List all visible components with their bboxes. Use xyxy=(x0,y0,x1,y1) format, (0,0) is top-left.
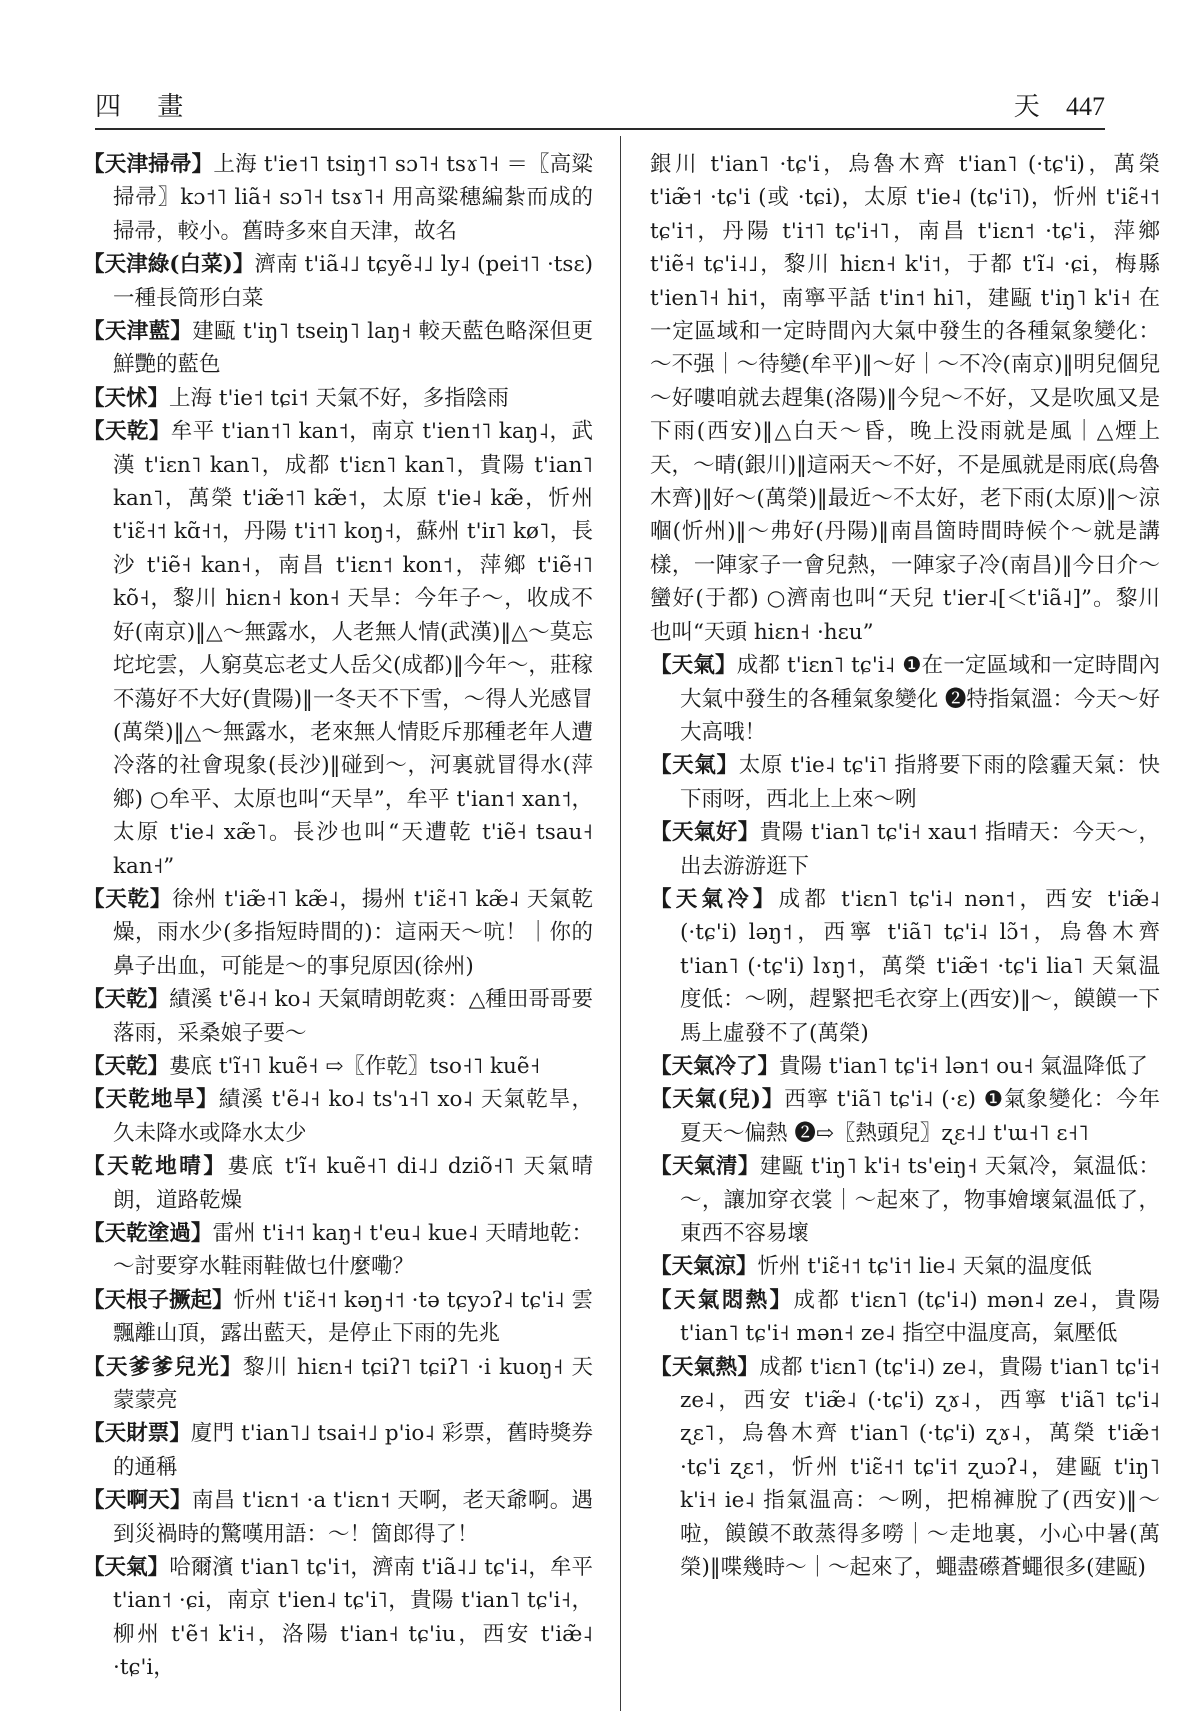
dictionary-entry xyxy=(83,1150,593,1217)
dictionary-entry xyxy=(650,1351,1160,1585)
section-label: 四 畫 xyxy=(95,92,198,122)
entry-headword: 【天氣好】 xyxy=(650,820,760,846)
dictionary-entry xyxy=(650,148,1160,649)
entry-headword: 【天氣冷了】 xyxy=(650,1053,780,1079)
entry-text: 銀川 t'ian˥ ·tɕ'i，烏魯木齊 t'ian˥ (·tɕ'i)，萬榮 t'iæ̃˦ ·tɕ'i (或 ·tɕi)，太原 t'ie˨ (tɕ'i˥)，忻州 t'iɛ̃˧˦ tɕ'i˦，丹陽 t'i˦˥ tɕ'i˧˥，南昌 t'iɛn˦ ·tɕ'i，萍鄉 t'iẽ˧ tɕ'i˨˩，黎川 hiɛn˧ k'i˦，于都 t'ĩ˨ ·ɕi，梅縣 t'ien˥˧ hi˦，南寧平話 t'in˦ hi˥，建甌 t'iŋ˥ k'i˧ 在一定區域和一定時間內大氣中發生的各種氣象變化：～不强｜～待變(牟平)‖～好｜～不冷(南京)‖明兒個兒～好嘍咱就去趕集(洛陽)‖今兒～不好，又是吹風又是下雨(西安)‖△白天～昏，晚上没雨就是風｜△煙上天，～晴(銀川)‖這兩天～不好，不是風就是雨底(烏魯木齊)‖好～(萬榮)‖最近～不太好，老下雨(太原)‖～涼嗰(忻州)‖～弗好(丹陽)‖南昌箇時間時候个～就是講樣，一陣家子一會兒熱，一陣家子冷(南昌)‖今日介～蠻好(于都) ○濟南也叫“天兒 t'ier˨[＜t'iã˨]”。黎川也叫“天頭 hiɛn˧ ·hɛu” xyxy=(650,152,1160,645)
entry-text: 徐州 t'iæ̃˧˥ kæ̃˨，揚州 t'iɛ̃˧˥ kæ̃˨ 天氣乾燥，雨水少(多指短時間的)：這兩天～吭！｜你的鼻子出血，可能是～的事兒原因(徐州) xyxy=(113,886,593,979)
entry-text: 太原 t'ie˨ tɕ'i˥ 指將要下雨的陰霾天氣：快下雨呀，西北上上來～咧 xyxy=(680,753,1160,812)
entry-text: 雷州 t'i˧˦ kaŋ˧ t'eu˨ kue˨ 天晴地乾：～討要穿水鞋雨鞋做乜什麼嘞？ xyxy=(113,1221,593,1280)
entry-text: 上海 t'ie˦ tɕi˦ 天氣不好，多指陰雨 xyxy=(169,385,509,411)
dictionary-entry xyxy=(83,315,593,382)
entry-headword: 【天爹爹兒光】 xyxy=(83,1354,243,1380)
left-column xyxy=(83,148,593,1685)
entry-headword: 【天氣】 xyxy=(650,753,739,779)
dictionary-entry xyxy=(83,1551,593,1685)
dictionary-entry xyxy=(83,1050,593,1083)
entry-headword: 【天乾地旱】 xyxy=(83,1087,219,1113)
entry-text: 婁底 t'ĩ˧˥ kuẽ˧ ⇨〖作乾〗tso˧˥ kuẽ˧ xyxy=(169,1053,541,1079)
entry-text: 成都 t'iɛn˥ (tɕ'i˨) mən˨ ze˨，貴陽 t'ian˥ tɕ'i˧ mən˧ ze˨ 指空中温度高，氣壓低 xyxy=(680,1287,1160,1347)
entry-text: 績溪 t'ẽ˨˧ ko˨ 天氣晴朗乾爽：△種田哥哥要落雨，采桑娘子要～ xyxy=(113,987,593,1046)
dictionary-entry xyxy=(650,1050,1160,1083)
dictionary-entry xyxy=(650,649,1160,749)
entry-text: 成都 t'iɛn˥ (tɕ'i˨) ze˨，貴陽 t'ian˥ tɕ'i˧ ze˨，西安 t'iæ̃˨ (·tɕ'i) ʐɤ˨，西寧 t'iã˥ tɕ'i˨ ʐɛ˥，烏魯木齊 t'ian˥ (·tɕ'i) ʐɤ˨，萬榮 t'iæ̃˦ ·tɕ'i ʐɛ˦，忻州 t'iɛ̃˧˦ tɕ'i˦ ʐuɔʔ˨，建甌 t'iŋ˥ k'i˧ ie˨ 指氣温高：～咧，把棉褲脫了(西安)‖～啦，饃饃不敢蒸得多嘮｜～走地裏，小心中暑(萬榮)‖喋幾時～｜～起來了，蠅盡礤蒼蠅很多(建甌) xyxy=(680,1354,1160,1581)
entry-text: 貴陽 t'ian˥ tɕ'i˧ xau˦ 指晴天：今天～，出去游游逛下 xyxy=(680,820,1160,879)
entry-headword: 【天乾】 xyxy=(83,419,171,445)
entry-text: 忻州 t'iɛ̃˧˦ tɕ'i˦ lie˨ 天氣的温度低 xyxy=(757,1254,1092,1280)
dictionary-entry xyxy=(83,1417,593,1484)
entry-text: 牟平 t'ian˦˥ kan˦，南京 t'ien˦˥ kaŋ˨，武漢 t'iɛn˥ kan˥，成都 t'iɛn˥ kan˥，貴陽 t'ian˥ kan˥，萬榮 t'iæ̃˦˥ kæ̃˦，太原 t'ie˨ kæ̃，忻州 t'iɛ̃˧˦ kɑ̃˧˦，丹陽 t'i˦˥ koŋ˧，蘇州 t'iɪ˥ kø˥，長沙 t'iẽ˧ kan˧，南昌 t'iɛn˦ kon˦，萍鄉 t'iẽ˧˥ kõ˧，黎川 hiɛn˧ kon˧ 天旱：今年子～，收成不好(南京)‖△～無露水，人老無人情(武漢)‖△～莫忘坨坨雲，人窮莫忘老丈人岳父(成都)‖今年～，莊稼不蕩好不大好(貴陽)‖一冬天不下雪，～得人光感冒(萬榮)‖△～無露水，老來無人情貶斥那種老年人遭冷落的社會現象(長沙)‖碰到～，河裏就冒得水(萍鄉) ○牟平、太原也叫“天旱”，牟平 t'ian˦ xan˦，太原 t'ie˨ xæ̃˥。長沙也叫“天遭乾 t'iẽ˧ tsau˧ kan˧” xyxy=(113,419,593,879)
entry-headword: 【天氣(兒)】 xyxy=(650,1087,785,1113)
dictionary-entry xyxy=(83,382,593,415)
entry-headword: 【天氣悶熱】 xyxy=(650,1287,794,1313)
entry-text: 建甌 t'iŋ˥ k'i˧ ts'eiŋ˧ 天氣冷，氣温低：～，讓加穿衣裳｜～起來了，物事嬒壞氣温低了，東西不容易壞 xyxy=(680,1154,1160,1246)
entry-headword: 【天氣涼】 xyxy=(650,1254,758,1280)
entry-headword: 【天津藍】 xyxy=(83,319,193,345)
entry-headword: 【天氣冷】 xyxy=(650,886,779,912)
entry-text: 貴陽 t'ian˥ tɕ'i˧ lən˦ ou˧ 氣温降低了 xyxy=(779,1053,1148,1079)
entry-headword: 【天啊天】 xyxy=(83,1488,192,1514)
dictionary-entry xyxy=(650,1083,1160,1150)
entry-headword: 【天氣】 xyxy=(650,653,737,679)
entry-headword: 【天氣清】 xyxy=(650,1154,760,1180)
entry-text: 廈門 t'ian˥˩ tsai˧˩ p'io˨ 彩票，舊時獎券的通稱 xyxy=(113,1421,593,1480)
entry-headword: 【天氣】 xyxy=(83,1555,170,1581)
entry-headword: 【天根子撅起】 xyxy=(83,1287,234,1313)
right-column xyxy=(650,148,1160,1584)
entry-text: 成都 t'iɛn˥ tɕ'i˨ nən˦，西安 t'iæ̃˨ (·tɕ'i) ləŋ˦，西寧 t'iã˥ tɕ'i˨ lɔ̃˦，烏魯木齊 t'ian˥ (·tɕ'i) lɤŋ˦，萬榮 t'iæ̃˦ ·tɕ'i lia˥ 天氣温度低：～咧，趕緊把毛衣穿上(西安)‖～，饃饃一下馬上虛發不了(萬榮) xyxy=(680,886,1160,1046)
dictionary-entry xyxy=(650,816,1160,883)
entry-text: 哈爾濱 t'ian˥ tɕ'i˦，濟南 t'iã˨˩ tɕ'i˨，牟平 t'ian˦ ·ɕi，南京 t'ien˨ tɕ'i˥，貴陽 t'ian˥ tɕ'i˧，柳州 t'ẽ˦ k'i˧，洛陽 t'ian˧ tɕ'iu，西安 t'iæ̃˨ ·tɕ'i， xyxy=(113,1555,593,1681)
entry-text: 濟南 t'iã˨˩ tɕyẽ˨˩ ly˨ (pei˦˥ ·tsɛ) 一種長筒形白菜 xyxy=(113,252,593,311)
dictionary-entry xyxy=(83,1484,593,1551)
running-head xyxy=(1014,86,1105,123)
dictionary-entry xyxy=(650,883,1160,1050)
entry-headword: 【天津掃帚】 xyxy=(83,152,214,177)
entry-headword: 【天津綠(白菜)】 xyxy=(83,252,255,278)
dictionary-entry xyxy=(650,749,1160,816)
dictionary-entry xyxy=(83,983,593,1050)
entry-headword: 【天氣熱】 xyxy=(650,1354,760,1380)
entry-text: 忻州 t'iɛ̃˧˦ kəŋ˧˦ ·tə tɕyɔʔ˨ tɕ'i˨ 雲飄離山頂，露出藍天，是停止下雨的先兆 xyxy=(113,1287,593,1347)
entry-text: 黎川 hiɛn˧ tɕiʔ˥ tɕiʔ˥ ·i kuoŋ˧ 天蒙蒙亮 xyxy=(113,1354,593,1414)
entry-headword: 【天財票】 xyxy=(83,1421,191,1447)
dictionary-entry xyxy=(83,883,593,983)
page-number: 447 xyxy=(1066,92,1105,121)
entry-text: 成都 t'iɛn˥ tɕ'i˨ ❶在一定區域和一定時間內大氣中發生的各種氣象變化 ❷特指氣溫：今天～好大高哦！ xyxy=(680,653,1160,745)
entry-headword: 【天乾】 xyxy=(83,1053,170,1079)
entry-text: 婁底 t'ĩ˧ kuẽ˧˥ di˨˩ dziõ˧˥ 天氣晴朗，道路乾燥 xyxy=(113,1154,593,1213)
entry-text: 建甌 t'iŋ˥ tseiŋ˥ laŋ˧ 較天藍色略深但更鮮艷的藍色 xyxy=(113,319,593,378)
head-character: 天 xyxy=(1013,92,1040,122)
dictionary-entry xyxy=(83,248,593,315)
entry-headword: 【天乾】 xyxy=(83,987,170,1013)
entry-text: 績溪 t'ẽ˨˧ ko˨ ts'ɿ˧˥ xo˨ 天氣乾旱，久未降水或降水太少 xyxy=(113,1087,593,1146)
page-header xyxy=(95,82,1105,130)
entry-text: 西寧 t'iã˥ tɕ'i˨ (·ɛ) ❶氣象變化：今年夏天～偏熱 ❷⇨〖熱頭兒〗ʐɛ˧˩ t'ɯ˧˥ ɛ˧˥ xyxy=(680,1087,1160,1146)
entry-headword: 【天乾地晴】 xyxy=(83,1154,228,1180)
dictionary-entry xyxy=(650,1150,1160,1250)
dictionary-entry xyxy=(83,1083,593,1150)
dictionary-entry xyxy=(650,1284,1160,1351)
dictionary-entry xyxy=(83,1284,593,1351)
dictionary-entry xyxy=(83,415,593,883)
entry-text: 南昌 t'iɛn˦ ·a t'iɛn˦ 天啊，老天爺啊。遇到災禍時的驚嘆用語：～！箇郎得了！ xyxy=(113,1488,593,1547)
dictionary-entry xyxy=(650,1250,1160,1283)
entry-headword: 【天怵】 xyxy=(83,385,170,411)
dictionary-entry xyxy=(83,148,593,248)
entry-text: 上海 t'ie˦˥ tsiŋ˦˥ sɔ˥˧ tsɤ˥˧ ＝〖高粱掃帚〗kɔ˦˥ liã˧ sɔ˥˧ tsɤ˥˧ 用高粱穗編紮而成的掃帚，較小。舊時多來自天津，故名 xyxy=(113,152,593,244)
dictionary-entry xyxy=(83,1217,593,1284)
dictionary-entry xyxy=(83,1351,593,1418)
column-divider xyxy=(620,136,621,1711)
entry-headword: 【天乾塗過】 xyxy=(83,1221,213,1246)
entry-headword: 【天乾】 xyxy=(83,886,173,912)
